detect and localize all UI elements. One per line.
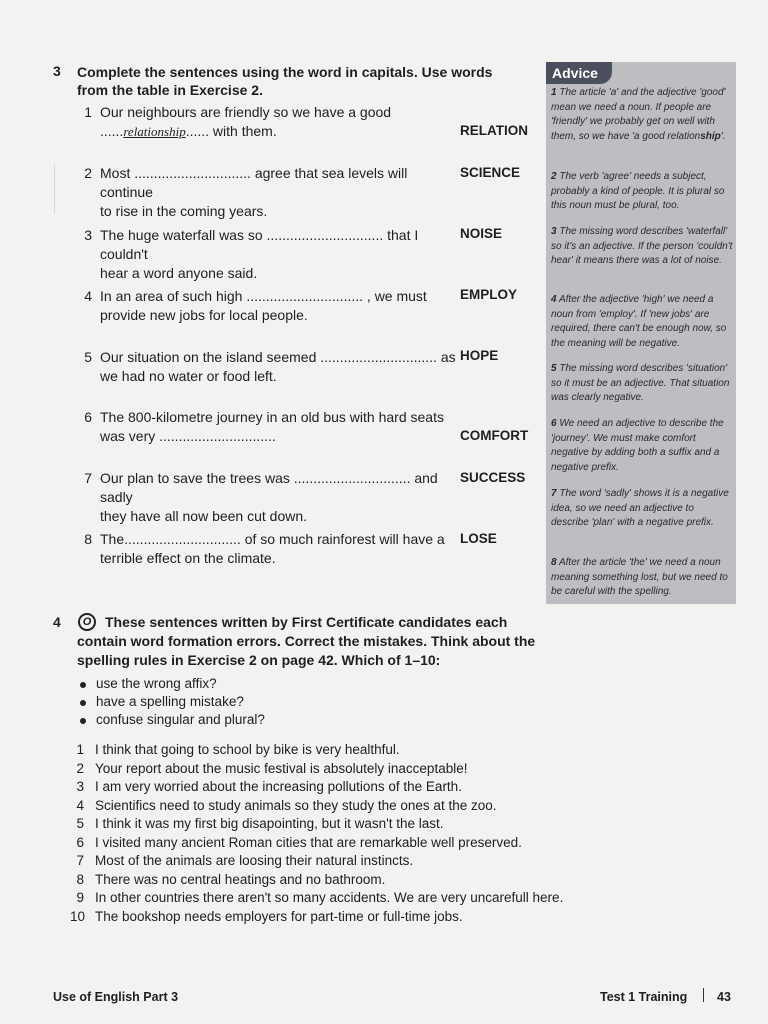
bullet-item: confuse singular and plural? [96,712,265,727]
advice-tip-4: 4 After the adjective 'high' we need a noun from 'employ'. If 'new jobs' are required, there can't be enough now, so the meaning will be negative. [551,294,727,349]
capital-word-8: LOSE [460,531,497,546]
item-text: hear a word anyone said. [100,265,258,281]
exercise-3-heading: Complete the sentences using the word in capitals. Use words from the table in Exercise 2. [77,64,493,98]
item-text: , we must [363,288,427,304]
item-number: 4 [84,288,92,304]
item-text: agree that sea levels will continue [100,165,408,200]
advice-tip-7: 7 The word 'sadly' shows it is a negative idea, so we need an adjective to describe 'plan' with a negative prefix. [551,488,729,529]
item-text: provide new jobs for local people. [100,307,308,323]
item-number: 3 [84,227,92,243]
capital-word-4: EMPLOY [460,287,518,302]
advice-tip-6: 6 We need an adjective to describe the 'journey'. We must make comfort negative by adding both a suffix and a negative prefix. [551,418,724,473]
capital-word-5: HOPE [460,348,499,363]
item-number: 7 [84,470,92,486]
item-text: In an area of such high [100,288,243,304]
exercise-4-heading: These sentences written by First Certificate candidates each contain word formation errors. Correct the mistakes. Think about the spelling rules in Exercise 2 on page 42. Which of 1–10: [77,614,536,668]
item-text: that I couldn't [100,227,419,262]
item-text: we had no water or food left. [100,368,277,384]
item-text: to rise in the coming years. [100,203,268,219]
exam-tip-icon: O [78,613,96,631]
item-text: Our plan to save the trees was [100,470,290,486]
answer-gap: .............................. [134,165,251,181]
advice-tip-3: 3 The missing word describes 'waterfall' so it's an adjective. If the person 'couldn't hear' it means there was a lot of noise. [551,226,733,267]
exercise-4-number: 4 [53,614,61,630]
item-text: Our situation on the island seemed [100,349,317,365]
answer-gap: .............................. [293,470,411,486]
advice-title: Advice [546,62,612,84]
answer-gap: .............................. [159,428,276,444]
capital-word-2: SCIENCE [460,165,521,180]
capital-word-1: RELATION [460,123,528,138]
capital-word-6: COMFORT [460,428,529,443]
advice-tip-8: 8 After the article 'the' we need a noun meaning something lost, but we need to be careful with the spelling. [551,557,728,598]
item-text: as [436,349,456,365]
item-text: of so much rainforest will have a [240,531,445,547]
item-text: and sadly [100,470,438,505]
advice-tip-2: 2 The verb 'agree' needs a subject, probably a kind of people. It is plural so this noun must be plural, too. [551,171,725,212]
answer-gap: .............................. [124,531,241,547]
capital-word-7: SUCCESS [460,470,526,485]
item-text: ...... with them. [185,123,277,139]
bullet-item: use the wrong affix? [96,676,217,691]
item-text: terrible effect on the climate. [100,550,276,566]
item-text: was very [100,428,156,444]
answer-gap: .............................. [320,349,437,365]
item-text: The [100,531,125,547]
item-text: The huge waterfall was so [100,227,263,243]
item-text: they have all now been cut down. [100,508,308,524]
capital-word-3: NOISE [460,226,503,241]
item-number: 1 [84,104,92,120]
bullet-item: have a spelling mistake? [96,694,244,709]
item-number: 5 [84,349,92,365]
footer-test-label: Test 1 Training [600,990,688,1004]
item-text: The 800-kilometre journey in an old bus with hard seats [100,409,444,425]
footer-divider [703,988,704,1002]
exercise-3-number: 3 [53,63,61,79]
advice-tip-5: 5 The missing word describes 'situation' so it must be an adjective. That situation was clearly negative. [551,363,730,404]
answer-gap: .............................. [266,227,384,243]
page-number: 43 [717,990,731,1004]
advice-tip-1: 1 The article 'a' and the adjective 'good' mean we need a noun. If people are 'friendly' we probably get on well with them, so we have 'a good relationship'. [551,87,726,142]
item-number: 2 [84,165,92,181]
item-text: Our neighbours are friendly so we have a good [100,104,392,120]
item-number: 6 [84,409,92,425]
footer-section-title: Use of English Part 3 [53,990,179,1004]
margin-line [54,164,55,214]
item-gap: ...... [100,123,124,139]
advice-box [546,62,736,604]
answer-gap: .............................. [246,288,364,304]
example-answer: relationship [123,124,186,139]
item-text: Most [100,165,131,181]
item-number: 8 [84,531,92,547]
